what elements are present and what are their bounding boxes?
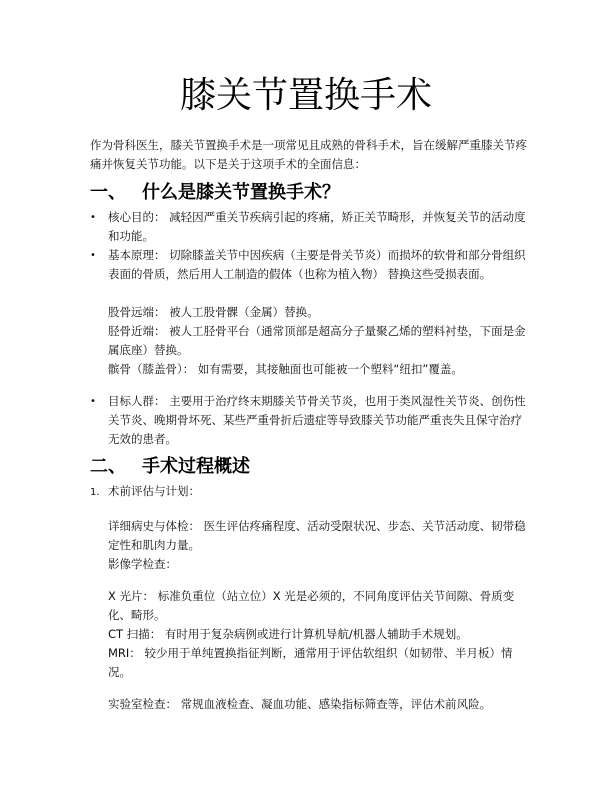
section-2-title: 手术过程概述 — [142, 456, 250, 477]
patella-text: 髌骨（膝盖骨）： 如有需要，其接触面也可能被一个塑料“纽扣”覆盖。 — [108, 362, 463, 376]
femur-text: 股骨远端： 被人工股骨髁（金属）替换。 — [108, 305, 319, 319]
history-exam-text: 详细病史与体检： 医生评估疼痛程度、活动受限状况、步态、关节活动度、韧带稳定性和肌肉力量。 — [108, 519, 526, 552]
page-title: 膝关节置换手术 — [179, 75, 432, 116]
bullet-icon: • — [90, 250, 96, 261]
list-item — [90, 392, 532, 449]
section-1-number: 一、 — [90, 182, 126, 203]
mri-text: MRI： 较少用于单纯置换指征判断，通常用于评估软组织（如韧带、半月板）情况。 — [108, 646, 513, 679]
imaging-label: 影像学检查： — [108, 557, 177, 571]
target-population-text: 目标人群： 主要用于治疗终末期膝关节骨关节炎，也用于类风湿性关节炎、创伤性关节炎、晚期骨坏死、某些严重骨折后遗症等导致膝关节功能严重丧失且保守治疗无效的患者。 — [108, 394, 526, 446]
section-1-heading — [90, 180, 340, 206]
list-item — [90, 246, 532, 284]
basic-principle-text: 基本原理： 切除膝盖关节中因疾病（主要是骨关节炎）而损坏的软骨和部分骨组织表面的骨质，然后用人工制造的假体（也称为植入物） 替换这些受损表面。 — [108, 248, 526, 281]
lab-tests-text: 实验室检查： 常规血液检查、凝血功能、感染指标筛查等，评估术前风险。 — [108, 697, 492, 711]
item-number: 1. — [90, 487, 100, 498]
ct-text: CT 扫描： 有时用于复杂病例或进行计算机导航/机器人辅助手术规划。 — [108, 627, 468, 641]
preop-eval-label: 术前评估与计划： — [108, 484, 200, 498]
tibia-text: 胫骨近端： 被人工胫骨平台（通常顶部是超高分子量聚乙烯的塑料衬垫，下面是金属底座）替换。 — [108, 324, 526, 357]
section-2-heading — [90, 454, 250, 480]
core-purpose-text: 核心目的： 减轻因严重关节疾病引起的疼痛，矫正关节畸形，并恢复关节的活动度和功能。 — [108, 210, 526, 243]
bullet-icon: • — [90, 396, 96, 407]
xray-text: X 光片： 标准负重位（站立位）X 光是必须的，不同角度评估关节间隙、骨质变化、畸形。 — [108, 589, 515, 622]
bullet-icon: • — [90, 212, 96, 223]
intro-paragraph: 作为骨科医生，膝关节置换手术是一项常见且成熟的骨科手术，旨在缓解严重膝关节疼痛并恢复关节功能。以下是关于这项手术的全面信息： — [90, 138, 527, 171]
section-1-title: 什么是膝关节置换手术？ — [142, 182, 340, 203]
section-2-number: 二、 — [90, 456, 126, 477]
list-item — [90, 208, 532, 246]
ordered-list-item — [90, 482, 200, 502]
